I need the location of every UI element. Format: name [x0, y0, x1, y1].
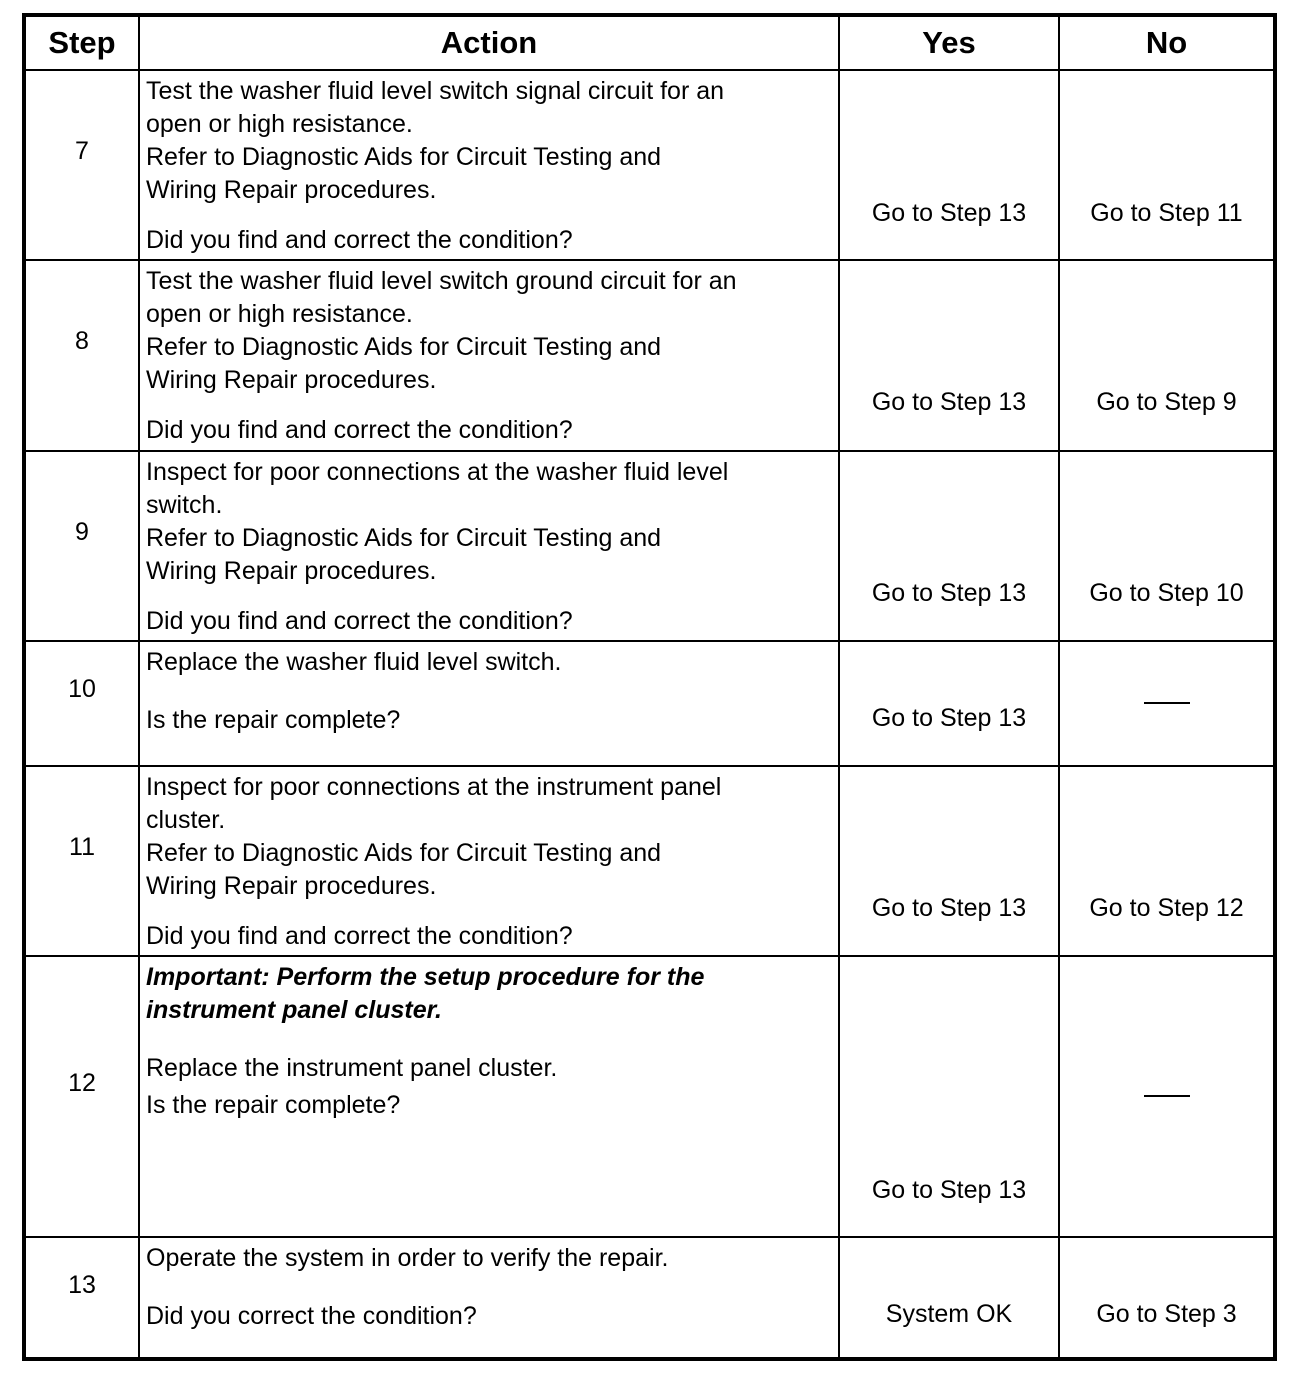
action-cell — [138, 71, 838, 259]
action-line: Wiring Repair procedures. — [146, 557, 437, 585]
action-cell — [138, 957, 838, 1236]
table-row — [26, 955, 1273, 1236]
action-line: Inspect for poor connections at the instrument panel — [146, 773, 722, 801]
no-result-dash — [1144, 702, 1190, 704]
action-question: Is the repair complete? — [146, 1091, 401, 1119]
yes-result: Go to Step 13 — [871, 388, 1027, 416]
table-row — [26, 1236, 1273, 1357]
action-question: Did you find and correct the condition? — [146, 607, 573, 635]
action-line: Wiring Repair procedures. — [146, 176, 437, 204]
diagnostic-table — [22, 13, 1277, 1361]
table-row — [26, 765, 1273, 955]
table-row — [26, 69, 1273, 259]
action-question: Did you correct the condition? — [146, 1302, 477, 1330]
no-result-dash — [1144, 1095, 1190, 1097]
no-result: Go to Step 10 — [1089, 579, 1244, 607]
yes-result: Go to Step 13 — [871, 199, 1027, 227]
action-line: open or high resistance. — [146, 300, 413, 328]
header-no: No — [1058, 17, 1273, 69]
action-question: Did you find and correct the condition? — [146, 922, 573, 950]
no-result: Go to Step 12 — [1089, 894, 1244, 922]
yes-result: Go to Step 13 — [871, 894, 1027, 922]
step-number: 11 — [69, 833, 95, 861]
header-action: Action — [138, 17, 838, 69]
action-question: Did you find and correct the condition? — [146, 416, 573, 444]
action-line: Refer to Diagnostic Aids for Circuit Testing and — [146, 143, 662, 171]
important-note: instrument panel cluster. — [146, 996, 442, 1024]
action-line: Replace the instrument panel cluster. — [146, 1054, 558, 1082]
action-line: switch. — [146, 491, 223, 519]
table-row — [26, 450, 1273, 640]
step-number: 10 — [68, 675, 96, 703]
step-number: 8 — [75, 327, 89, 355]
yes-result: Go to Step 13 — [871, 1176, 1027, 1204]
table-row — [26, 259, 1273, 450]
step-number: 7 — [75, 137, 89, 165]
important-note: Important: Perform the setup procedure for the — [146, 963, 705, 991]
action-line: Refer to Diagnostic Aids for Circuit Testing and — [146, 839, 662, 867]
action-question: Is the repair complete? — [146, 706, 401, 734]
action-cell — [138, 261, 838, 450]
action-cell — [138, 642, 838, 765]
header-yes: Yes — [838, 17, 1058, 69]
no-result: Go to Step 3 — [1096, 1300, 1237, 1328]
action-cell — [138, 452, 838, 640]
action-question: Did you find and correct the condition? — [146, 226, 573, 254]
action-line: Wiring Repair procedures. — [146, 872, 437, 900]
table-row — [26, 640, 1273, 765]
action-cell — [138, 767, 838, 955]
action-line: cluster. — [146, 806, 226, 834]
yes-result: System OK — [885, 1300, 1013, 1328]
action-line: Refer to Diagnostic Aids for Circuit Testing and — [146, 333, 662, 361]
step-number: 12 — [68, 1069, 96, 1097]
header-step: Step — [48, 25, 116, 60]
no-result: Go to Step 11 — [1090, 199, 1243, 227]
step-number: 9 — [75, 518, 89, 546]
table-header-row — [26, 17, 1273, 69]
action-line: Wiring Repair procedures. — [146, 366, 437, 394]
action-line: Replace the washer fluid level switch. — [146, 648, 562, 676]
action-line: Operate the system in order to verify the repair. — [146, 1244, 669, 1272]
step-number: 13 — [68, 1271, 96, 1299]
action-line: open or high resistance. — [146, 110, 413, 138]
yes-result: Go to Step 13 — [871, 704, 1027, 732]
no-result: Go to Step 9 — [1096, 388, 1237, 416]
action-line: Test the washer fluid level switch ground circuit for an — [146, 267, 737, 295]
action-line: Test the washer fluid level switch signal circuit for an — [146, 77, 725, 105]
yes-result: Go to Step 13 — [871, 579, 1027, 607]
action-line: Refer to Diagnostic Aids for Circuit Testing and — [146, 524, 662, 552]
action-line: Inspect for poor connections at the washer fluid level — [146, 458, 729, 486]
action-cell — [138, 1238, 838, 1357]
